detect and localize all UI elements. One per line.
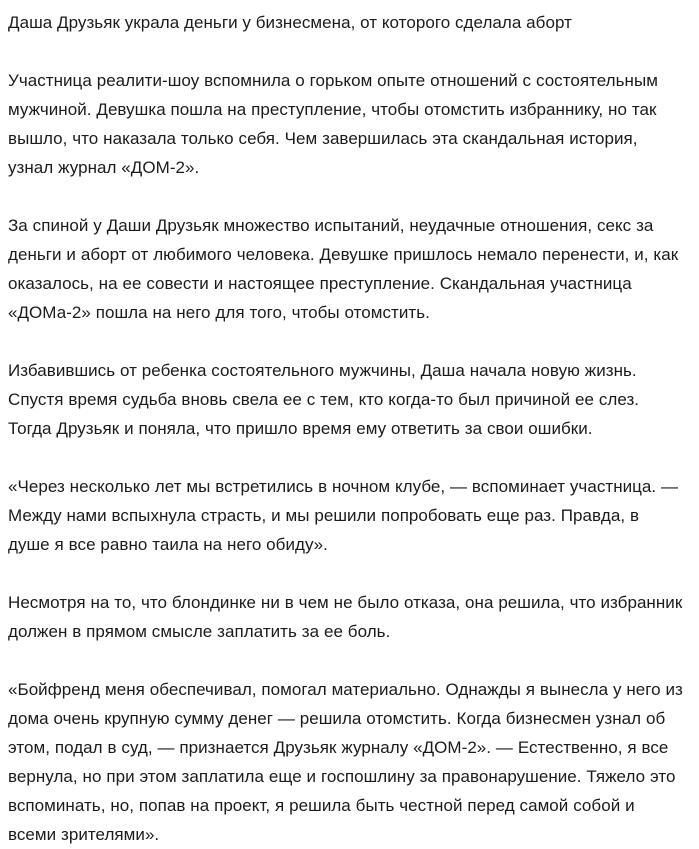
- article-body: [8, 66, 685, 849]
- paragraph-decision: Несмотря на то, что блондинке ни в чем не было отказа, она решила, что избранник должен в прямом смысле заплатить за ее боль.: [8, 593, 683, 641]
- paragraph-background: За спиной у Даши Друзьяк множество испытаний, неудачные отношения, секс за деньги и аборт от любимого человека. Девушке пришлось немало перенести, и, как оказалось, на ее совести и настоящее преступление. Скандальная участница «ДОМа-2» пошла на него для того, чтобы отомстить.: [8, 216, 679, 322]
- paragraph-new-life: Избавившись от ребенка состоятельного мужчины, Даша начала новую жизнь. Спустя время судьба вновь свела ее с тем, кто когда-то был причиной ее слез. Тогда Друзьяк и поняла, что пришло время ему ответить за свои ошибки.: [8, 361, 640, 438]
- paragraph-quote-confession: «Бойфренд меня обеспечивал, помогал материально. Однажды я вынесла у него из дома очень крупную сумму денег — решила отомстить. Когда бизнесмен узнал об этом, подал в суд, — признается Друзьяк журналу «ДОМ-2». — Естественно, я все вернула, но при этом заплатила еще и госпошлину за правонарушение. Тяжело это вспоминать, но, попав на проект, я решила быть честной перед самой собой и всеми зрителями».: [8, 680, 683, 844]
- page-title: Даша Друзьяк украла деньги у бизнесмена, от которого сделала аборт: [8, 13, 572, 32]
- paragraph-lead: Участница реалити-шоу вспомнила о горьком опыте отношений с состоятельным мужчиной. Девушка пошла на преступление, чтобы отомстить избраннику, но так вышло, что наказала только себя. Чем завершилась эта скандальная история, узнал журнал «ДОМ-2».: [8, 71, 658, 177]
- paragraph-quote-club: «Через несколько лет мы встретились в ночном клубе, — вспоминает участница. — Между нами вспыхнула страсть, и мы решили попробовать еще раз. Правда, в душе я все равно таила на него обиду».: [8, 477, 679, 554]
